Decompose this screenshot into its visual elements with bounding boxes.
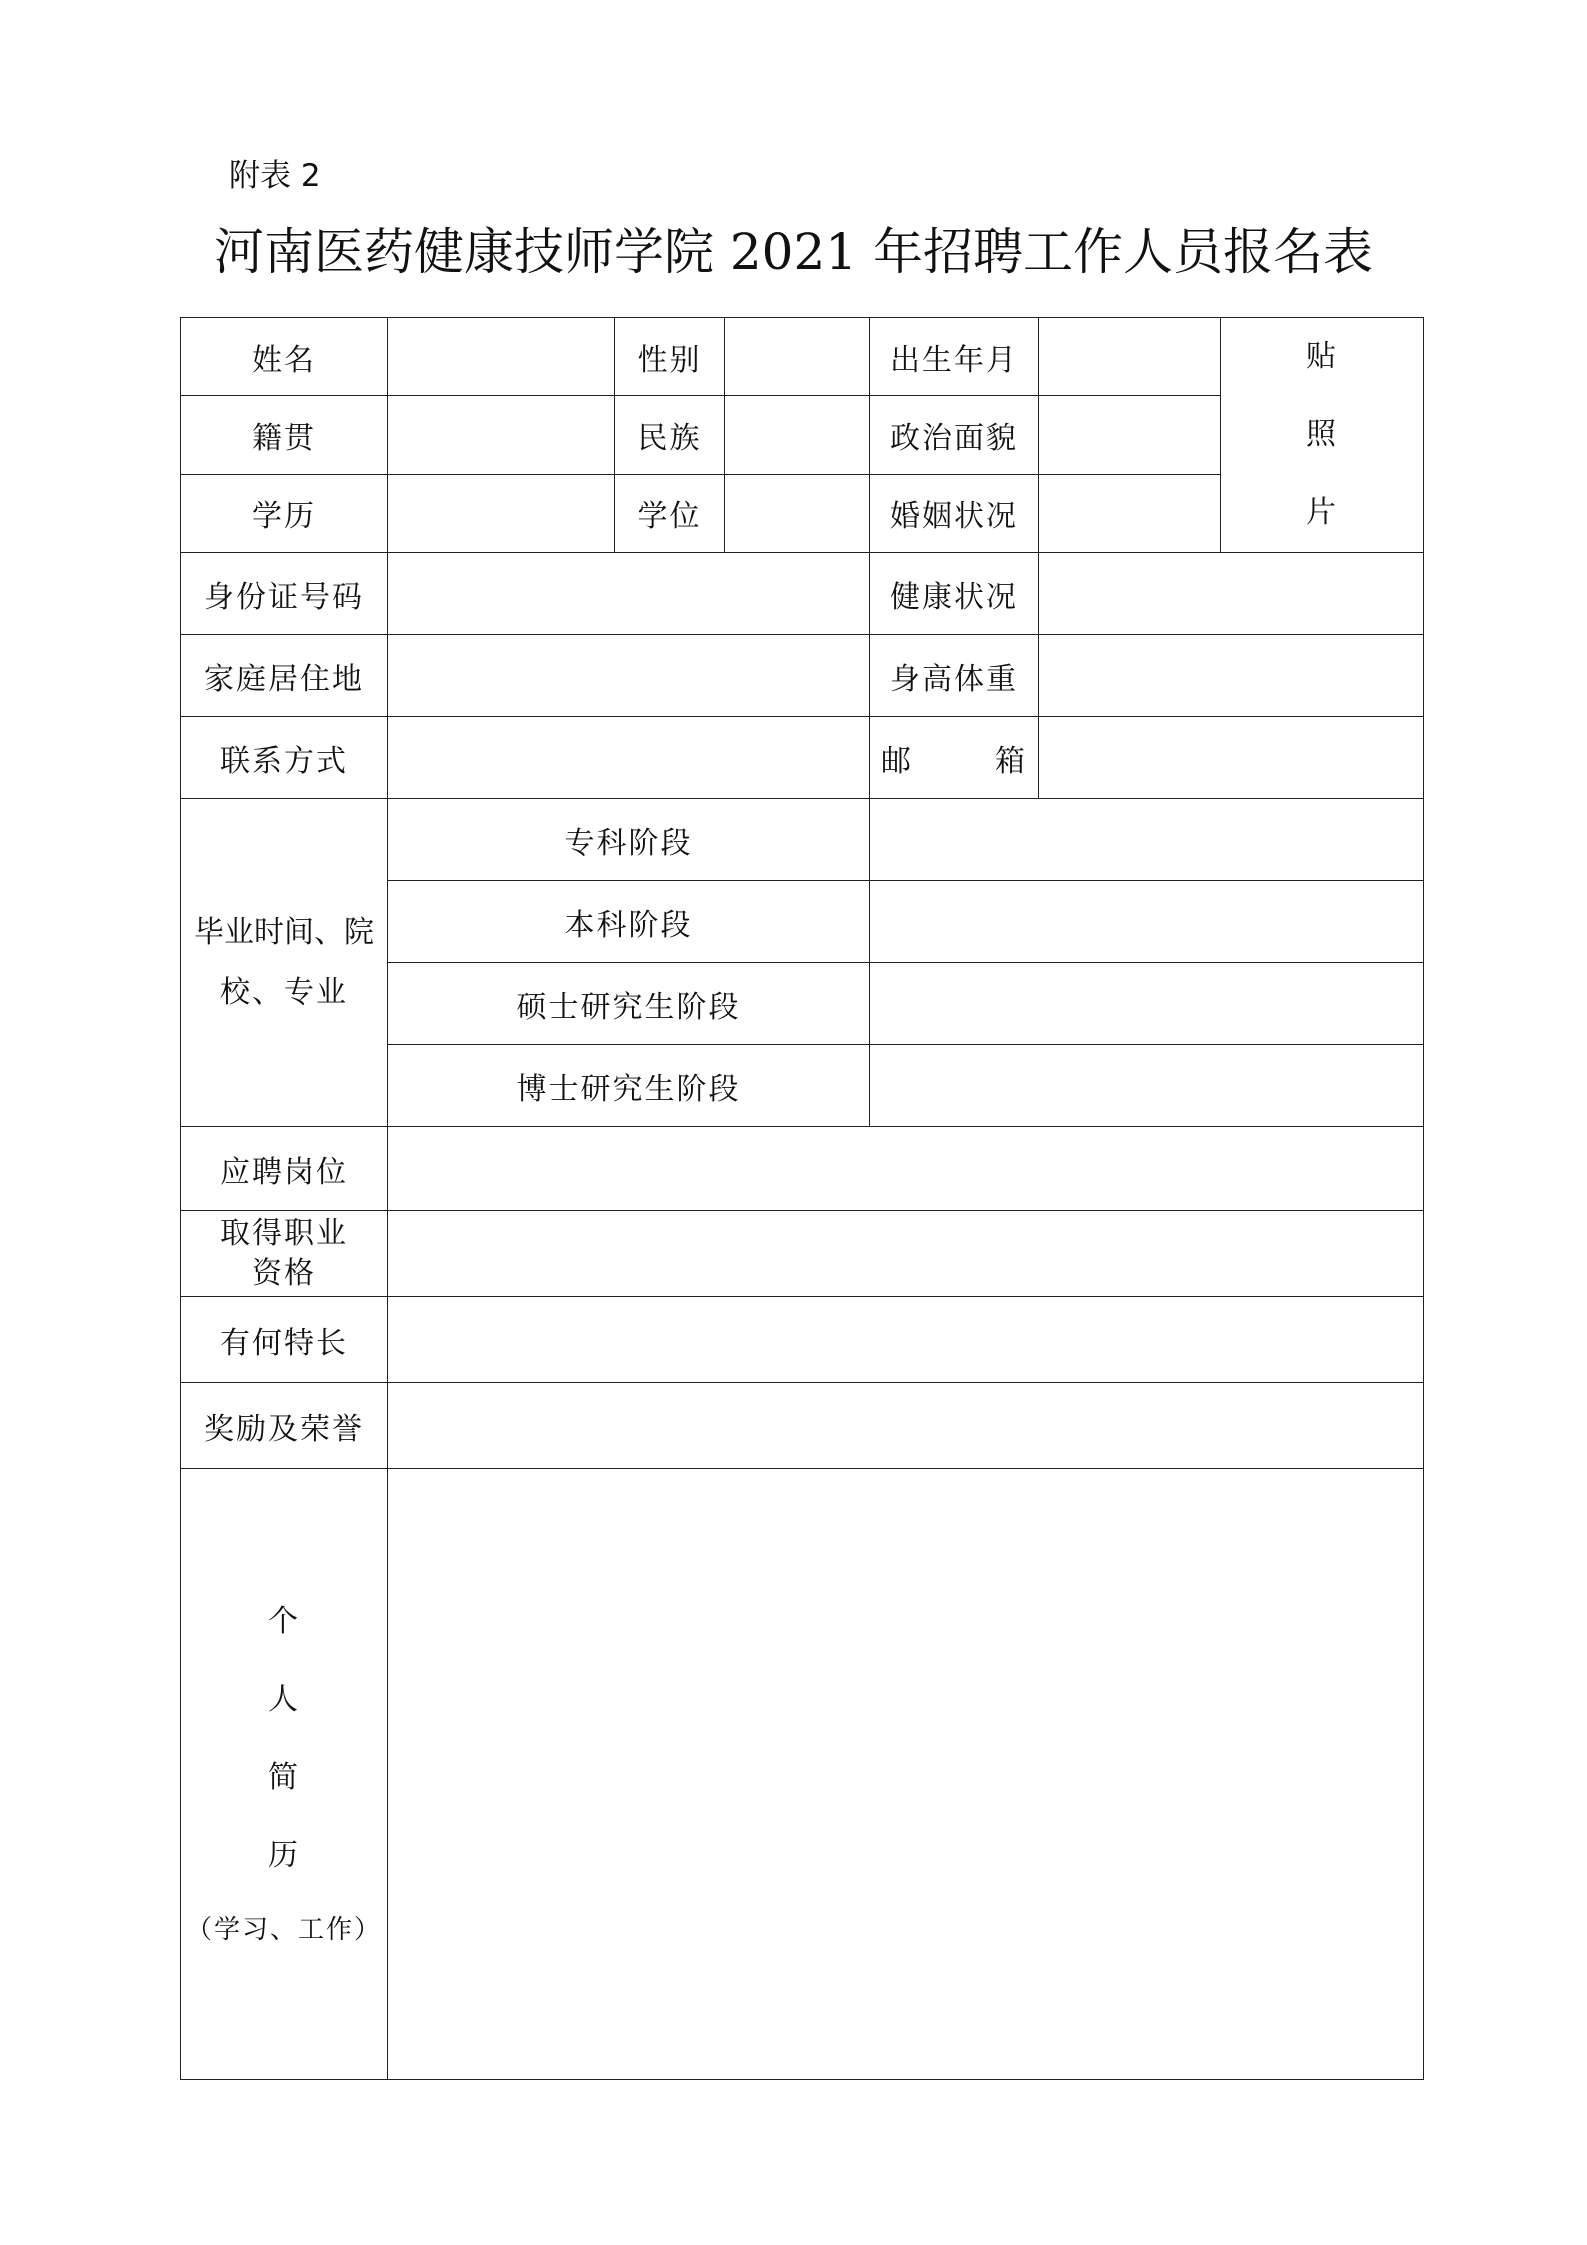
ethnicity-field[interactable] [725,396,870,474]
resume-note: （学习、工作） [185,1915,382,1945]
native-place-field[interactable] [388,396,615,474]
stage-field[interactable] [870,1045,1424,1127]
qualification-label [181,1211,388,1297]
email-field[interactable] [1039,717,1424,799]
contact-label: 联系方式 [181,717,388,799]
id-number-field[interactable] [388,553,870,635]
photo-char: 片 [1306,495,1338,530]
education-field[interactable] [388,474,615,552]
education-label: 学历 [181,474,388,552]
native-place-label: 籍贯 [181,396,388,474]
awards-field[interactable] [388,1383,1424,1469]
resume-label [181,1469,388,2080]
page-title: 河南医药健康技师学院 2021 年招聘工作人员报名表 [213,223,1374,281]
position-label: 应聘岗位 [181,1127,388,1211]
id-number-label: 身份证号码 [181,553,388,635]
degree-label: 学位 [615,474,725,552]
name-label: 姓名 [181,318,388,396]
address-label: 家庭居住地 [181,635,388,717]
stage-label: 博士研究生阶段 [388,1045,870,1127]
birth-label: 出生年月 [870,318,1039,396]
resume-label-char: 历 [268,1838,300,1873]
specialty-label: 有何特长 [181,1297,388,1383]
email-label-char: 邮 [881,743,913,779]
name-field[interactable] [388,318,615,396]
qualification-label-line: 资格 [252,1255,316,1291]
height-weight-label: 身高体重 [870,635,1039,717]
marital-status-field[interactable] [1039,474,1221,552]
political-status-field[interactable] [1039,396,1221,474]
stage-label: 专科阶段 [388,799,870,881]
graduation-label [181,799,388,1127]
stage-label: 本科阶段 [388,881,870,963]
stage-label: 硕士研究生阶段 [388,963,870,1045]
qualification-field[interactable] [388,1211,1424,1297]
resume-label-char: 简 [268,1760,300,1795]
photo-char: 照 [1306,417,1338,452]
qualification-label-line: 取得职业 [220,1215,348,1251]
degree-field[interactable] [725,474,870,552]
contact-field[interactable] [388,717,870,799]
gender-field[interactable] [725,318,870,396]
health-field[interactable] [1039,553,1424,635]
graduation-label-line: 校、专业 [220,974,348,1010]
photo-char: 贴 [1306,339,1338,374]
health-label: 健康状况 [870,553,1039,635]
photo-area[interactable] [1221,318,1424,553]
email-label [870,717,1039,799]
address-field[interactable] [388,635,870,717]
graduation-label-line: 毕业时间、院 [194,914,374,950]
resume-field[interactable] [388,1469,1424,2080]
stage-field[interactable] [870,881,1424,963]
position-field[interactable] [388,1127,1424,1211]
ethnicity-label: 民族 [615,396,725,474]
annex-label: 附表 2 [229,158,321,194]
gender-label: 性别 [615,318,725,396]
resume-label-char: 人 [268,1682,300,1717]
awards-label: 奖励及荣誉 [181,1383,388,1469]
political-status-label: 政治面貌 [870,396,1039,474]
marital-status-label: 婚姻状况 [870,474,1039,552]
birth-field[interactable] [1039,318,1221,396]
email-label-char: 箱 [995,743,1027,779]
stage-field[interactable] [870,963,1424,1045]
stage-field[interactable] [870,799,1424,881]
height-weight-field[interactable] [1039,635,1424,717]
specialty-field[interactable] [388,1297,1424,1383]
resume-label-char: 个 [268,1604,300,1639]
registration-form [180,317,1424,2080]
